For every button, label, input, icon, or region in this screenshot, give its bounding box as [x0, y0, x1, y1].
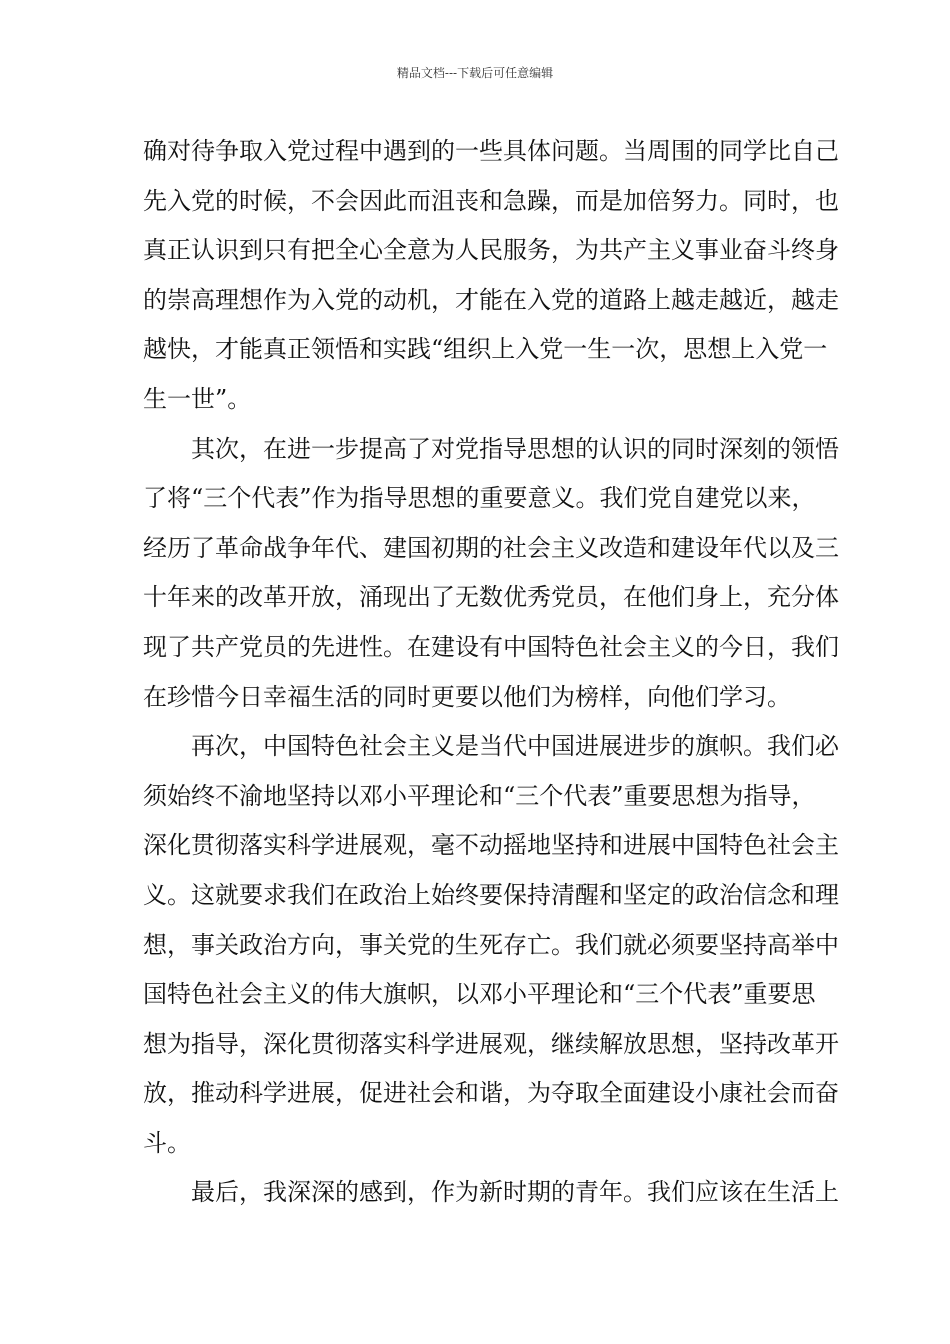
text-line: 的崇高理想作为入党的动机，才能在入党的道路上越走越近，越走: [143, 285, 839, 314]
text-line: 生一世”。: [143, 384, 252, 413]
text-line: 经历了革命战争年代、建国初期的社会主义改造和建设年代以及三: [143, 533, 839, 562]
text-line: 现了共产党员的先进性。在建设有中国特色社会主义的今日，我们: [143, 632, 839, 661]
text-line: 确对待争取入党过程中遇到的一些具体问题。当周围的同学比自己: [143, 137, 839, 165]
text-line: 了将“三个代表”作为指导思想的重要意义。我们党自建党以来，: [143, 484, 816, 513]
text-line: 真正认识到只有把全心全意为人民服务，为共产主义事业奋斗终身: [143, 236, 839, 265]
text-line: 再次，中国特色社会主义是当代中国进展进步的旗帜。我们必: [191, 732, 839, 761]
text-line: 越快，才能真正领悟和实践“组织上入党一生一次，思想上入党一: [143, 335, 828, 364]
text-line: 斗。: [143, 1128, 191, 1157]
text-line: 须始终不渝地坚持以邓小平理论和“三个代表”重要思想为指导，: [143, 781, 816, 810]
text-line: 最后，我深深的感到，作为新时期的青年。我们应该在生活上: [191, 1178, 839, 1207]
text-line: 十年来的改革开放，涌现出了无数优秀党员，在他们身上，充分体: [143, 583, 839, 612]
document-body: [143, 127, 839, 1218]
text-line: 其次，在进一步提高了对党指导思想的认识的同时深刻的领悟: [191, 434, 839, 463]
text-line: 想为指导，深化贯彻落实科学进展观，继续解放思想，坚持改革开: [143, 1029, 839, 1058]
text-line: 想，事关政治方向，事关党的生死存亡。我们就必须要坚持高举中: [143, 930, 839, 959]
text-line: 国特色社会主义的伟大旗帜，以邓小平理论和“三个代表”重要思: [143, 980, 816, 1009]
text-line: 在珍惜今日幸福生活的同时更要以他们为榜样，向他们学习。: [143, 682, 791, 711]
text-line: 义。这就要求我们在政治上始终要保持清醒和坚定的政治信念和理: [143, 880, 839, 909]
text-line: 先入党的时候，不会因此而沮丧和急躁，而是加倍努力。同时，也: [143, 186, 839, 215]
text-line: 深化贯彻落实科学进展观，毫不动摇地坚持和进展中国特色社会主: [143, 831, 839, 860]
text-line: 放，推动科学进展，促进社会和谐，为夺取全面建设小康社会而奋: [143, 1079, 839, 1108]
page-header: 精品文档---下载后可任意编辑: [396, 66, 554, 80]
